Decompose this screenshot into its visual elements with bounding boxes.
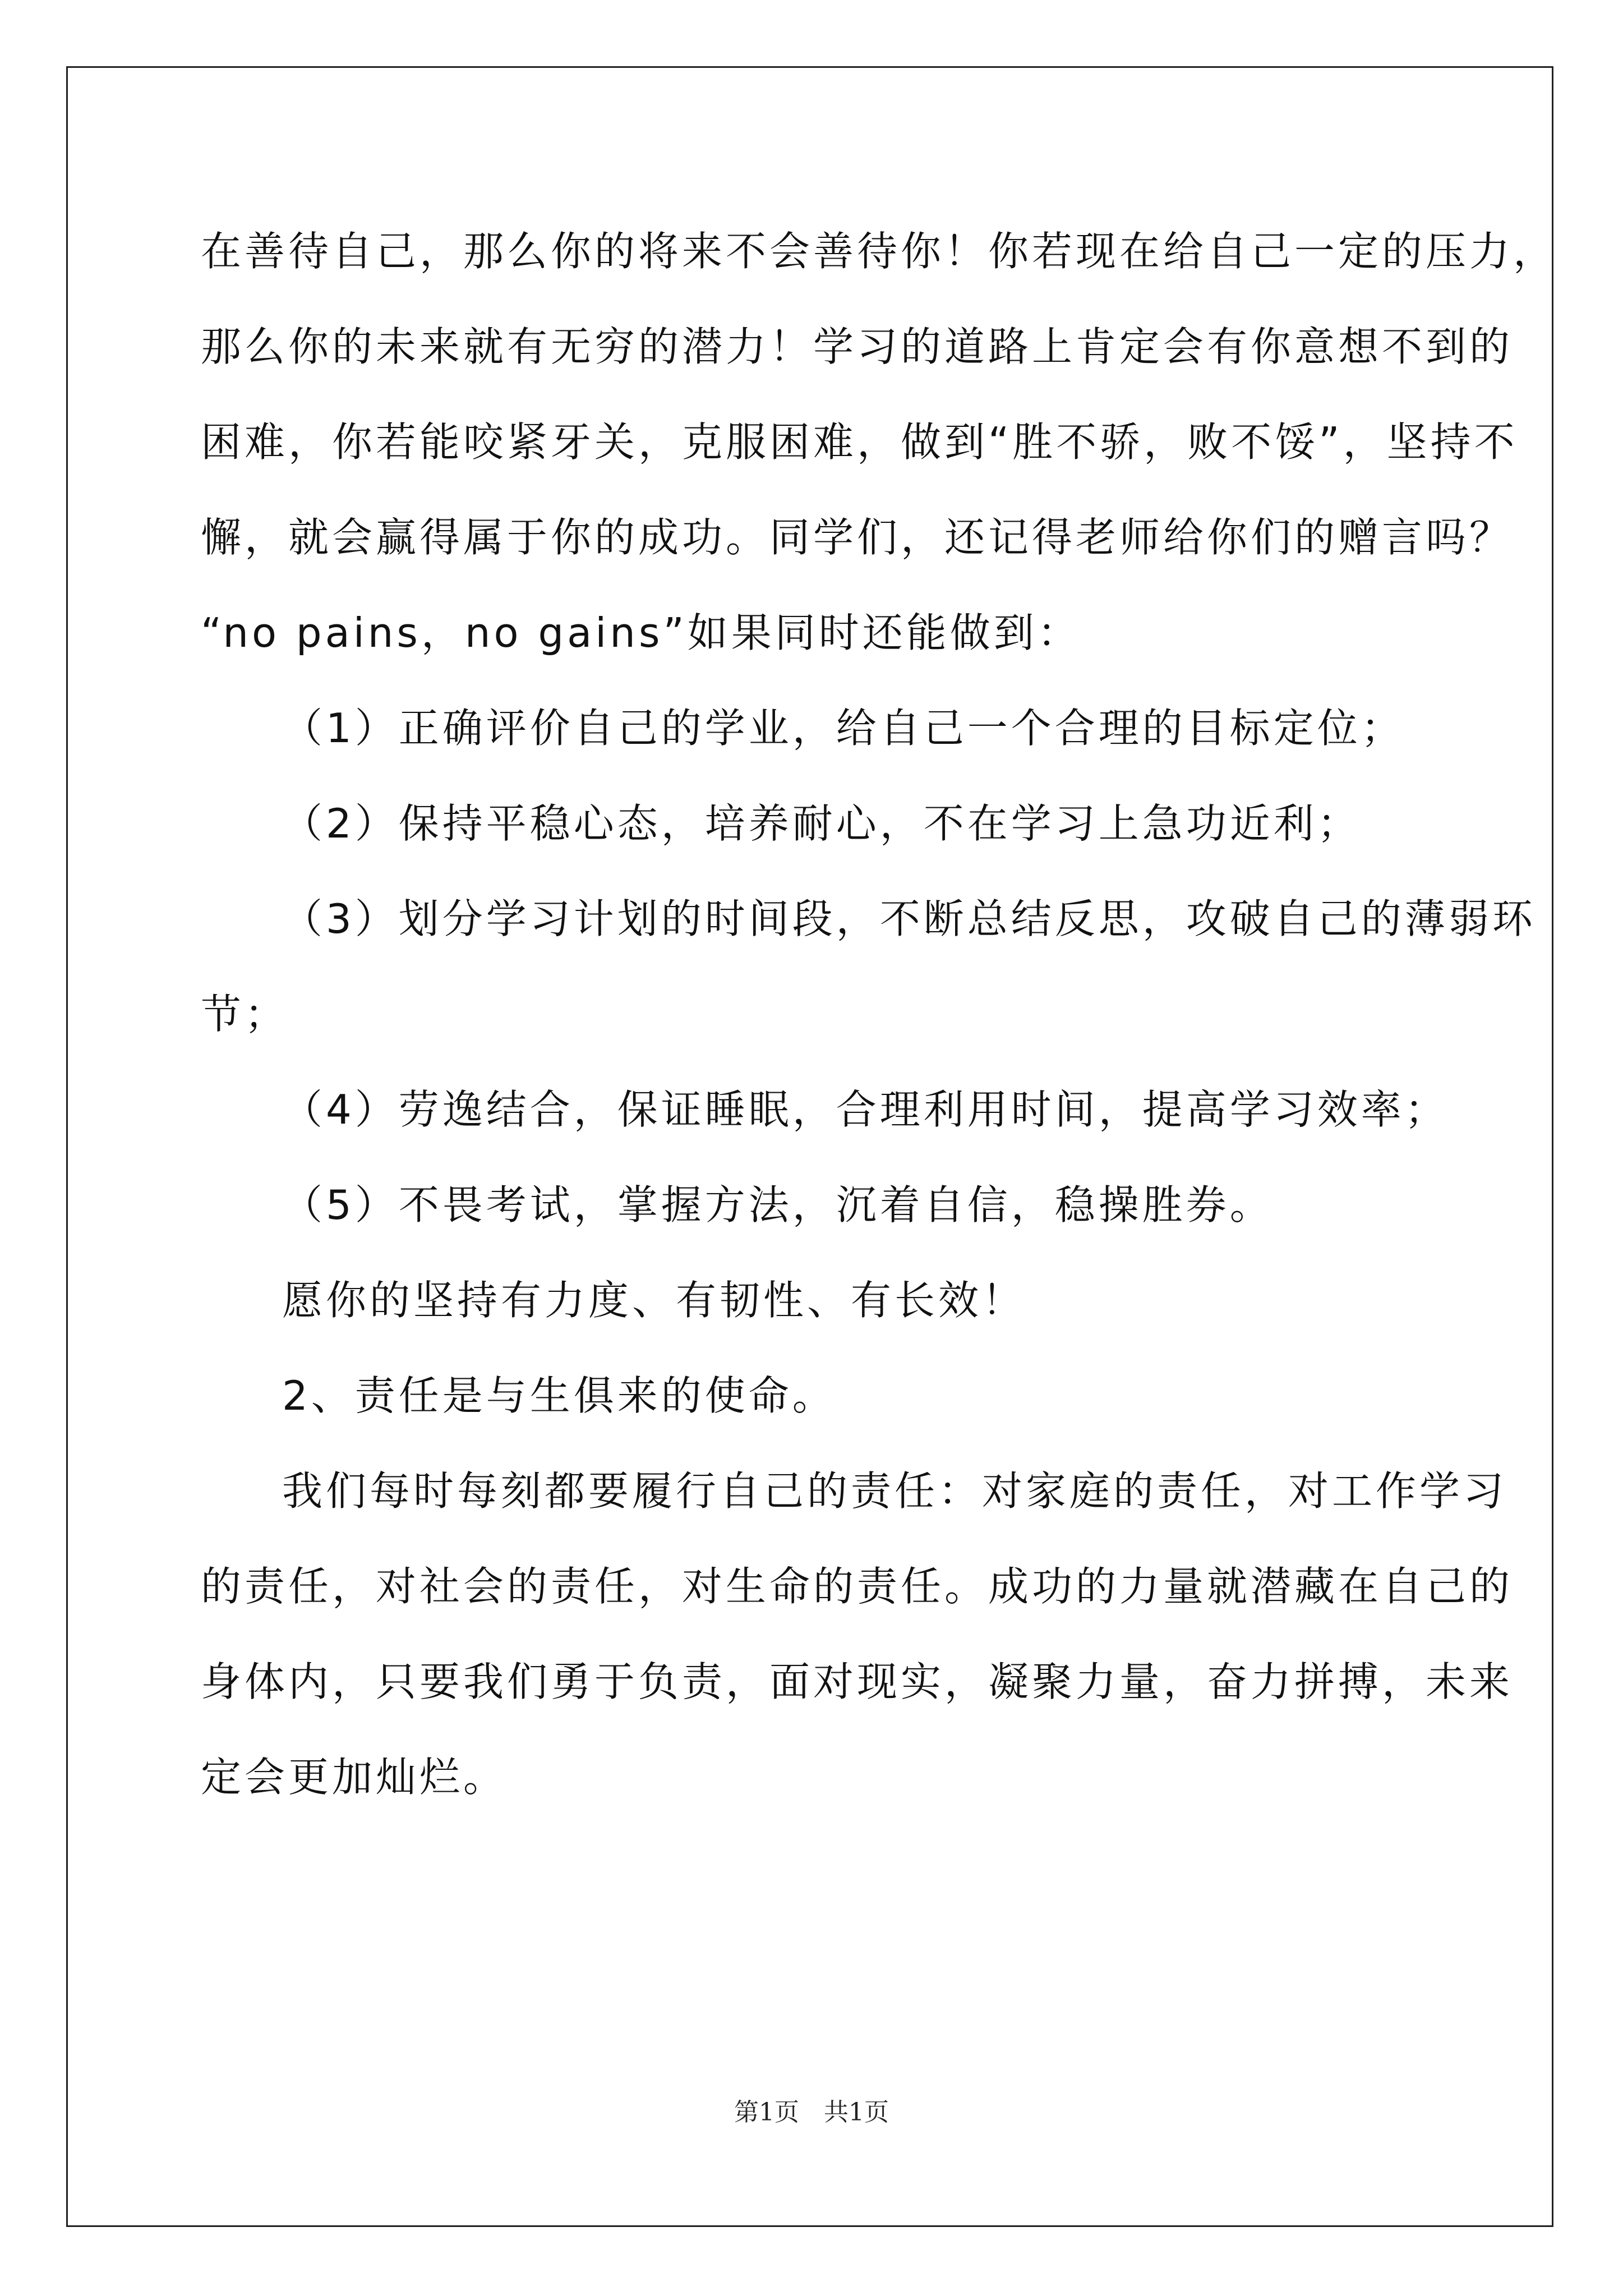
text-line: 懈，就会赢得属于你的成功。同学们，还记得老师给你们的赠言吗？: [201, 514, 1514, 561]
text-line: 愿你的坚持有力度、有韧性、有长效！: [282, 1277, 1026, 1324]
list-item-continuation: 节；: [201, 991, 289, 1038]
text-line: 身体内，只要我们勇于负责，面对现实，凝聚力量，奋力拼搏，未来: [201, 1658, 1514, 1705]
list-item: （4）劳逸结合，保证睡眠，合理利用时间，提高学习效率；: [282, 1086, 1449, 1133]
text-line: 定会更加灿烂。: [201, 1754, 508, 1801]
text-line: “no pains，no gains”如果同时还能做到：: [201, 609, 1081, 656]
list-item: （5）不畏考试，掌握方法，沉着自信，稳操胜券。: [282, 1181, 1274, 1228]
text-line: 那么你的未来就有无穷的潜力！学习的道路上肯定会有你意想不到的: [201, 323, 1514, 370]
text-line: 的责任，对社会的责任，对生命的责任。成功的力量就潜藏在自己的: [201, 1563, 1514, 1610]
page-border: [66, 66, 1553, 2227]
list-item: （3）划分学习计划的时间段，不断总结反思，攻破自己的薄弱环: [282, 895, 1536, 942]
list-item: （1）正确评价自己的学业，给自己一个合理的目标定位；: [282, 705, 1405, 752]
section-heading: 2、责任是与生俱来的使命。: [282, 1372, 836, 1419]
page-footer: 第1页 共1页: [734, 2098, 889, 2127]
text-line: 在善待自己，那么你的将来不会善待你！你若现在给自己一定的压力，: [201, 228, 1557, 275]
list-item: （2）保持平稳心态，培养耐心，不在学习上急功近利；: [282, 800, 1361, 847]
text-line: 我们每时每刻都要履行自己的责任：对家庭的责任，对工作学习: [282, 1467, 1507, 1515]
text-line: 困难，你若能咬紧牙关，克服困难，做到“胜不骄，败不馁”，坚持不: [201, 418, 1518, 466]
